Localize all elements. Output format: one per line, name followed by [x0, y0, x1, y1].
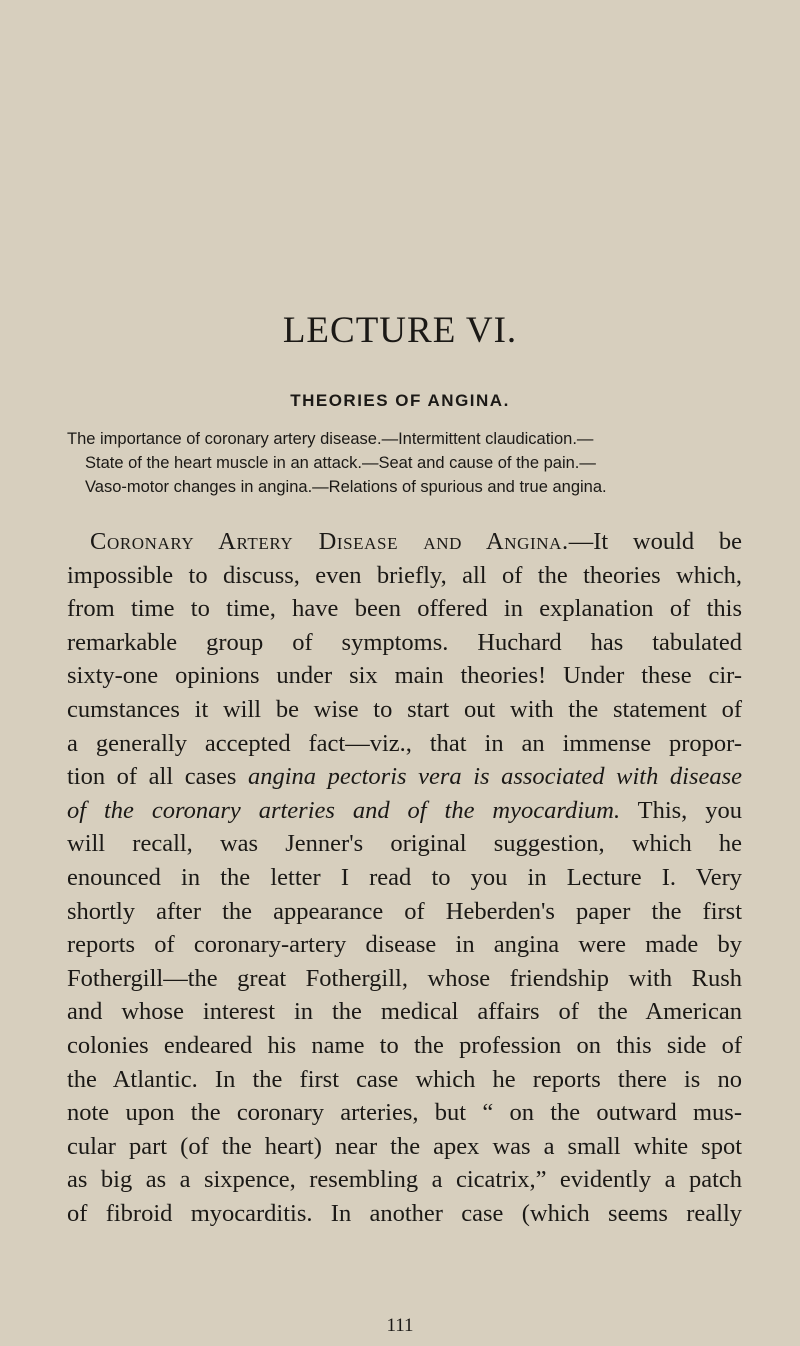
chapter-heading: LECTURE VI. [282, 310, 518, 351]
text-line: shortly after the appearance of Heberden's paper the first [67, 897, 742, 925]
emphasis: of the coronary arteries and of the myocardium. [67, 796, 621, 824]
text-line: Fothergill—the great Fothergill, whose friendship with Rush [67, 964, 742, 992]
chapter-synopsis [67, 427, 739, 499]
text-line: note upon the coronary arteries, but “ on the outward mus- [67, 1099, 742, 1127]
synopsis-line: State of the heart muscle in an attack.—Seat and cause of the pain.— [85, 454, 596, 472]
text-line: from time to time, have been offered in explanation of this [67, 595, 742, 623]
text-line: and whose interest in the medical affairs of the American [67, 998, 742, 1026]
text-line: cular part (of the heart) near the apex was a small white spot [67, 1132, 742, 1160]
emphasis: angina pectoris vera is associated with disease [247, 763, 743, 791]
body-text [67, 525, 742, 1230]
chapter-subtitle: THEORIES OF ANGINA. [290, 391, 510, 410]
text-line: the Atlantic. In the first case which he reports there is no [67, 1065, 742, 1093]
text-line: a generally accepted fact—viz., that in an immense propor- [67, 729, 742, 757]
synopsis-line: The importance of coronary artery disease.—Intermittent claudication.— [67, 430, 594, 448]
synopsis-line: Vaso-motor changes in angina.—Relations of spurious and true angina. [85, 478, 607, 496]
text-line: of the coronary arteries and of the myocardium. This, you [67, 796, 742, 824]
text-line: remarkable group of symptoms. Huchard has tabulated [67, 628, 742, 656]
text-line: reports of coronary-artery disease in angina were made by [67, 931, 742, 959]
section-heading: Coronary Artery Disease and Angina. [90, 528, 569, 555]
text-line: Coronary Artery Disease and Angina.—It would be [90, 528, 742, 555]
text-line: will recall, was Jenner's original suggestion, which he [67, 830, 742, 858]
text-line: enounced in the letter I read to you in Lecture I. Very [67, 863, 742, 891]
text-line: cumstances it will be wise to start out with the statement of [67, 695, 742, 723]
text-line: colonies endeared his name to the profession on this side of [67, 1031, 742, 1059]
text-line: of fibroid myocarditis. In another case (which seems really [67, 1199, 742, 1227]
text-line: tion of all cases angina pectoris vera is associated with disease [67, 763, 743, 791]
page-number: 111 [386, 1315, 414, 1336]
text-line: as big as a sixpence, resembling a cicatrix,” evidently a patch [67, 1166, 742, 1194]
text-line: impossible to discuss, even briefly, all of the theories which, [67, 561, 742, 589]
text-line: sixty-one opinions under six main theories! Under these cir- [67, 662, 742, 690]
